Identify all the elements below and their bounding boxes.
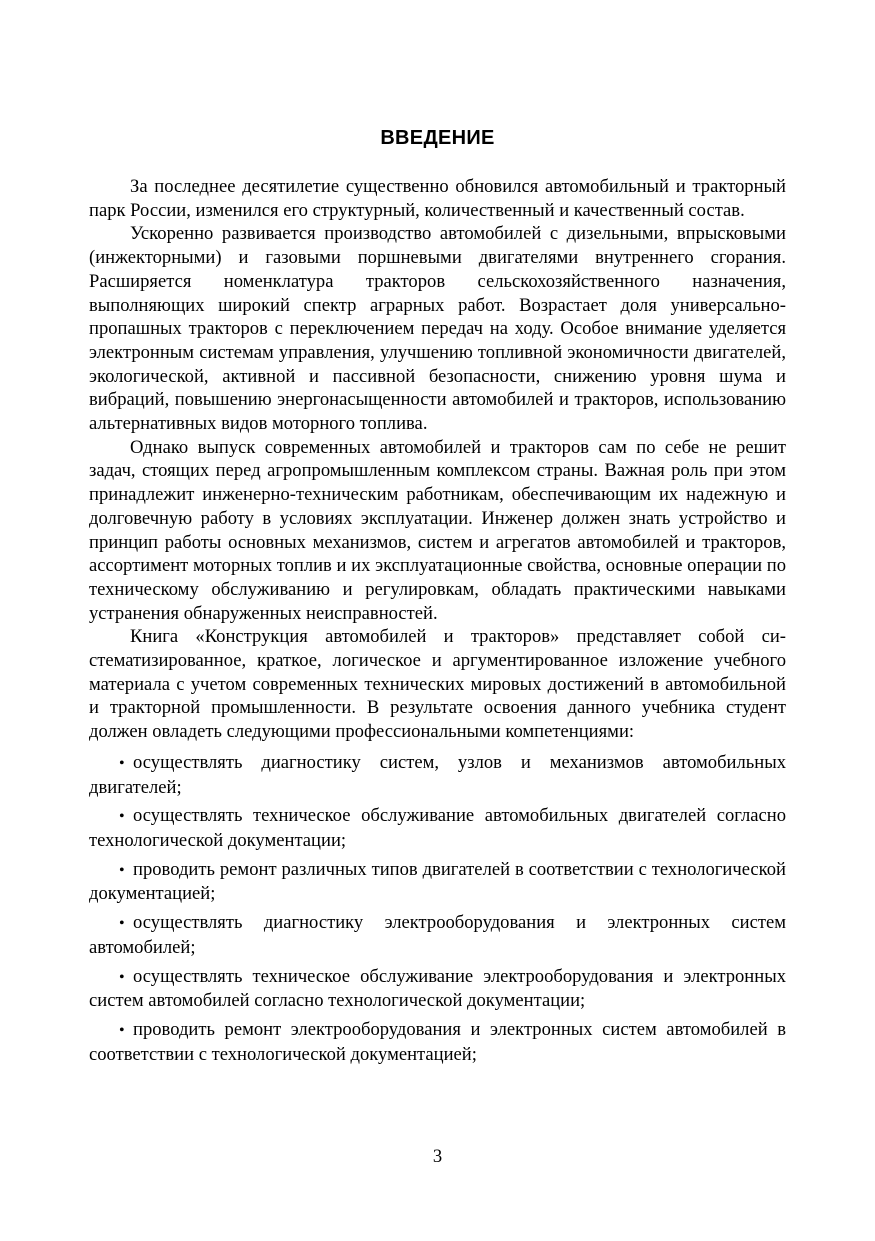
bullet-icon: • <box>119 915 125 933</box>
page-number: 3 <box>432 1146 443 1167</box>
bullet-icon: • <box>119 754 125 772</box>
list-item <box>89 965 786 1013</box>
bullet-icon: • <box>119 968 125 986</box>
paragraph: Книга «Конструкция автомобилей и тракторов» представляет собой систематизированное, краткое, логическое и аргументированное изложение учебного материала с учетом современных технических мировых достижений в автомобильной и тракторной промышленности. В результате освоения данного учебника студент должен овладеть следующими профессиональными компетенциями: <box>89 626 786 743</box>
bullet-icon: • <box>119 808 125 826</box>
paragraph: Однако выпуск современных автомобилей и тракторов сам по себе не решит задач, стоящих перед агропромышленным комплексом страны. Важная роль при этом принадлежит инженерно-техническим работникам, обеспечивающим их надежную и долговечную работу в условиях эксплуатации. Инженер должен знать устройство и принцип работы основных механизмов, систем и агрегатов автомобилей и тракторов, ассортимент моторных топлив и их эксплуатационные свойства, основные операции по техническому обслуживанию и регулировкам, обладать практическими навыками устранения обнаруженных неисправностей. <box>89 436 786 624</box>
page-title: ВВЕДЕНИЕ <box>380 127 495 149</box>
list-item <box>89 804 786 852</box>
list-item <box>89 1018 786 1066</box>
list-item-text: осуществлять диагностику электрооборудования и электронных систем автомобилей; <box>89 912 786 958</box>
paragraph: Ускоренно развивается производство автомобилей с дизельными, впрысковыми (инжекторными) и газовыми поршневыми двигателями внутреннего сгорания. Расширяется номенклатура тракторов сельскохозяйственного назначения, выполняющих широкий спектр аграрных работ. Возрастает доля универсально-пропашных тракторов с переключением передач на ходу. Особое внимание уделяется электронным системам управления, улучшению топливной экономичности двигателей, экологической, активной и пассивной безопасности, снижению уровня шума и вибраций, повышению энергонасыщенности автомобилей и тракторов, использованию альтернативных видов моторного топлива. <box>89 223 786 435</box>
bullet-icon: • <box>119 1021 125 1039</box>
list-item-text: осуществлять диагностику систем, узлов и механизмов автомобильных двигателей; <box>89 751 786 798</box>
list-item-text: проводить ремонт электрооборудования и электронных систем автомобилей в соответствии с технологической документацией; <box>89 1018 786 1065</box>
list-item <box>89 751 786 799</box>
paragraph: За последнее десятилетие существенно обновился автомобильный и тракторный парк России, изменился его структурный, количественный и качественный состав. <box>89 176 786 221</box>
list-item <box>89 858 786 906</box>
list-item <box>89 911 786 959</box>
list-item-text: осуществлять техническое обслуживание автомобильных двигателей согласно технологической документации; <box>89 805 786 851</box>
body-text <box>89 175 786 1071</box>
list-item-text: осуществлять техническое обслуживание электрооборудования и электронных систем автомобилей согласно технологической документации; <box>89 965 786 1012</box>
bullet-icon: • <box>119 861 125 879</box>
list-item-text: проводить ремонт различных типов двигателей в соответствии с технологической документацией; <box>89 858 786 905</box>
